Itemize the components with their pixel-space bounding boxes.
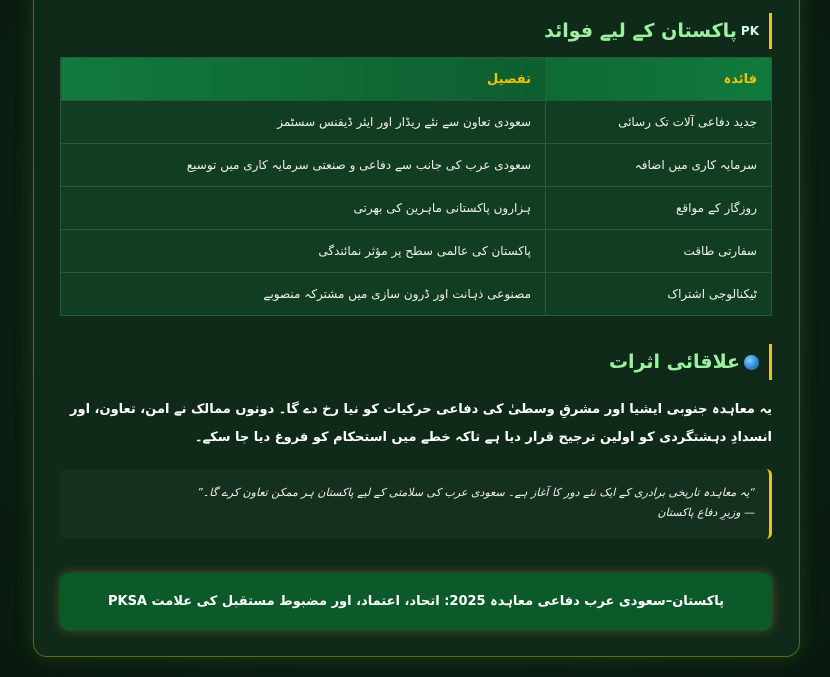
- table-cell: جدید دفاعی آلات تک رسائی: [546, 101, 772, 144]
- quote-box: [60, 469, 772, 539]
- table-header-row: [61, 58, 772, 101]
- section-title: پاکستان کے لیے فوائد: [544, 20, 737, 42]
- footer-banner: [60, 573, 772, 630]
- table-row: [61, 101, 772, 144]
- section-heading-benefits: [544, 13, 772, 49]
- globe-icon: [744, 355, 759, 370]
- table-cell: روزگار کے مواقع: [546, 187, 772, 230]
- column-header: فائدہ: [546, 58, 772, 101]
- pk-flag-icon: PK: [740, 24, 759, 38]
- table-row: [61, 273, 772, 316]
- table-cell: سفارتی طاقت: [546, 230, 772, 273]
- benefits-table: [60, 57, 772, 316]
- table-cell: پاکستان کی عالمی سطح پر مؤثر نمائندگی: [61, 230, 546, 273]
- table-cell: مصنوعی ذہانت اور ڈرون سازی میں مشترکہ منصوبے: [61, 273, 546, 316]
- table-cell: سرمایہ کاری میں اضافہ: [546, 144, 772, 187]
- table-cell: ٹیکنالوجی اشتراک: [546, 273, 772, 316]
- table-row: [61, 187, 772, 230]
- column-header: تفصیل: [61, 58, 546, 101]
- quote-author: — وزیرِ دفاع پاکستان: [657, 506, 755, 519]
- section-title: علاقائی اثرات: [608, 351, 740, 373]
- section-heading-regional: [609, 344, 772, 380]
- table-row: [61, 144, 772, 187]
- table-row: [61, 230, 772, 273]
- regional-paragraph: یہ معاہدہ جنوبی ایشیا اور مشرقِ وسطیٰ کی دفاعی حرکیات کو نیا رخ دے گا۔ دونوں ممالک نے امن، تعاون، اور انسدادِ دہشتگردی کو اولین ترجیح قرار دیا ہے تاکہ خطے میں استحکام کو فروغ دیا جا سکے۔: [70, 402, 772, 445]
- table-cell: سعودی عرب کی جانب سے دفاعی و صنعتی سرمایہ کاری میں توسیع: [61, 144, 546, 187]
- quote-text: “یہ معاہدہ تاریخی برادری کے ایک نئے دور کا آغاز ہے۔ سعودی عرب کی سلامتی کے لیے پاکستان ہر ممکن تعاون کرے گا۔”: [197, 486, 755, 499]
- footer-text: پاکستان–سعودی عرب دفاعی معاہدہ 2025: اتحاد، اعتماد، اور مضبوط مستقبل کی علامت PKSA: [107, 594, 725, 609]
- table-cell: سعودی تعاون سے نئے ریڈار اور ایئر ڈیفنس سسٹمز: [61, 101, 546, 144]
- table-cell: ہزاروں پاکستانی ماہرین کی بھرتی: [61, 187, 546, 230]
